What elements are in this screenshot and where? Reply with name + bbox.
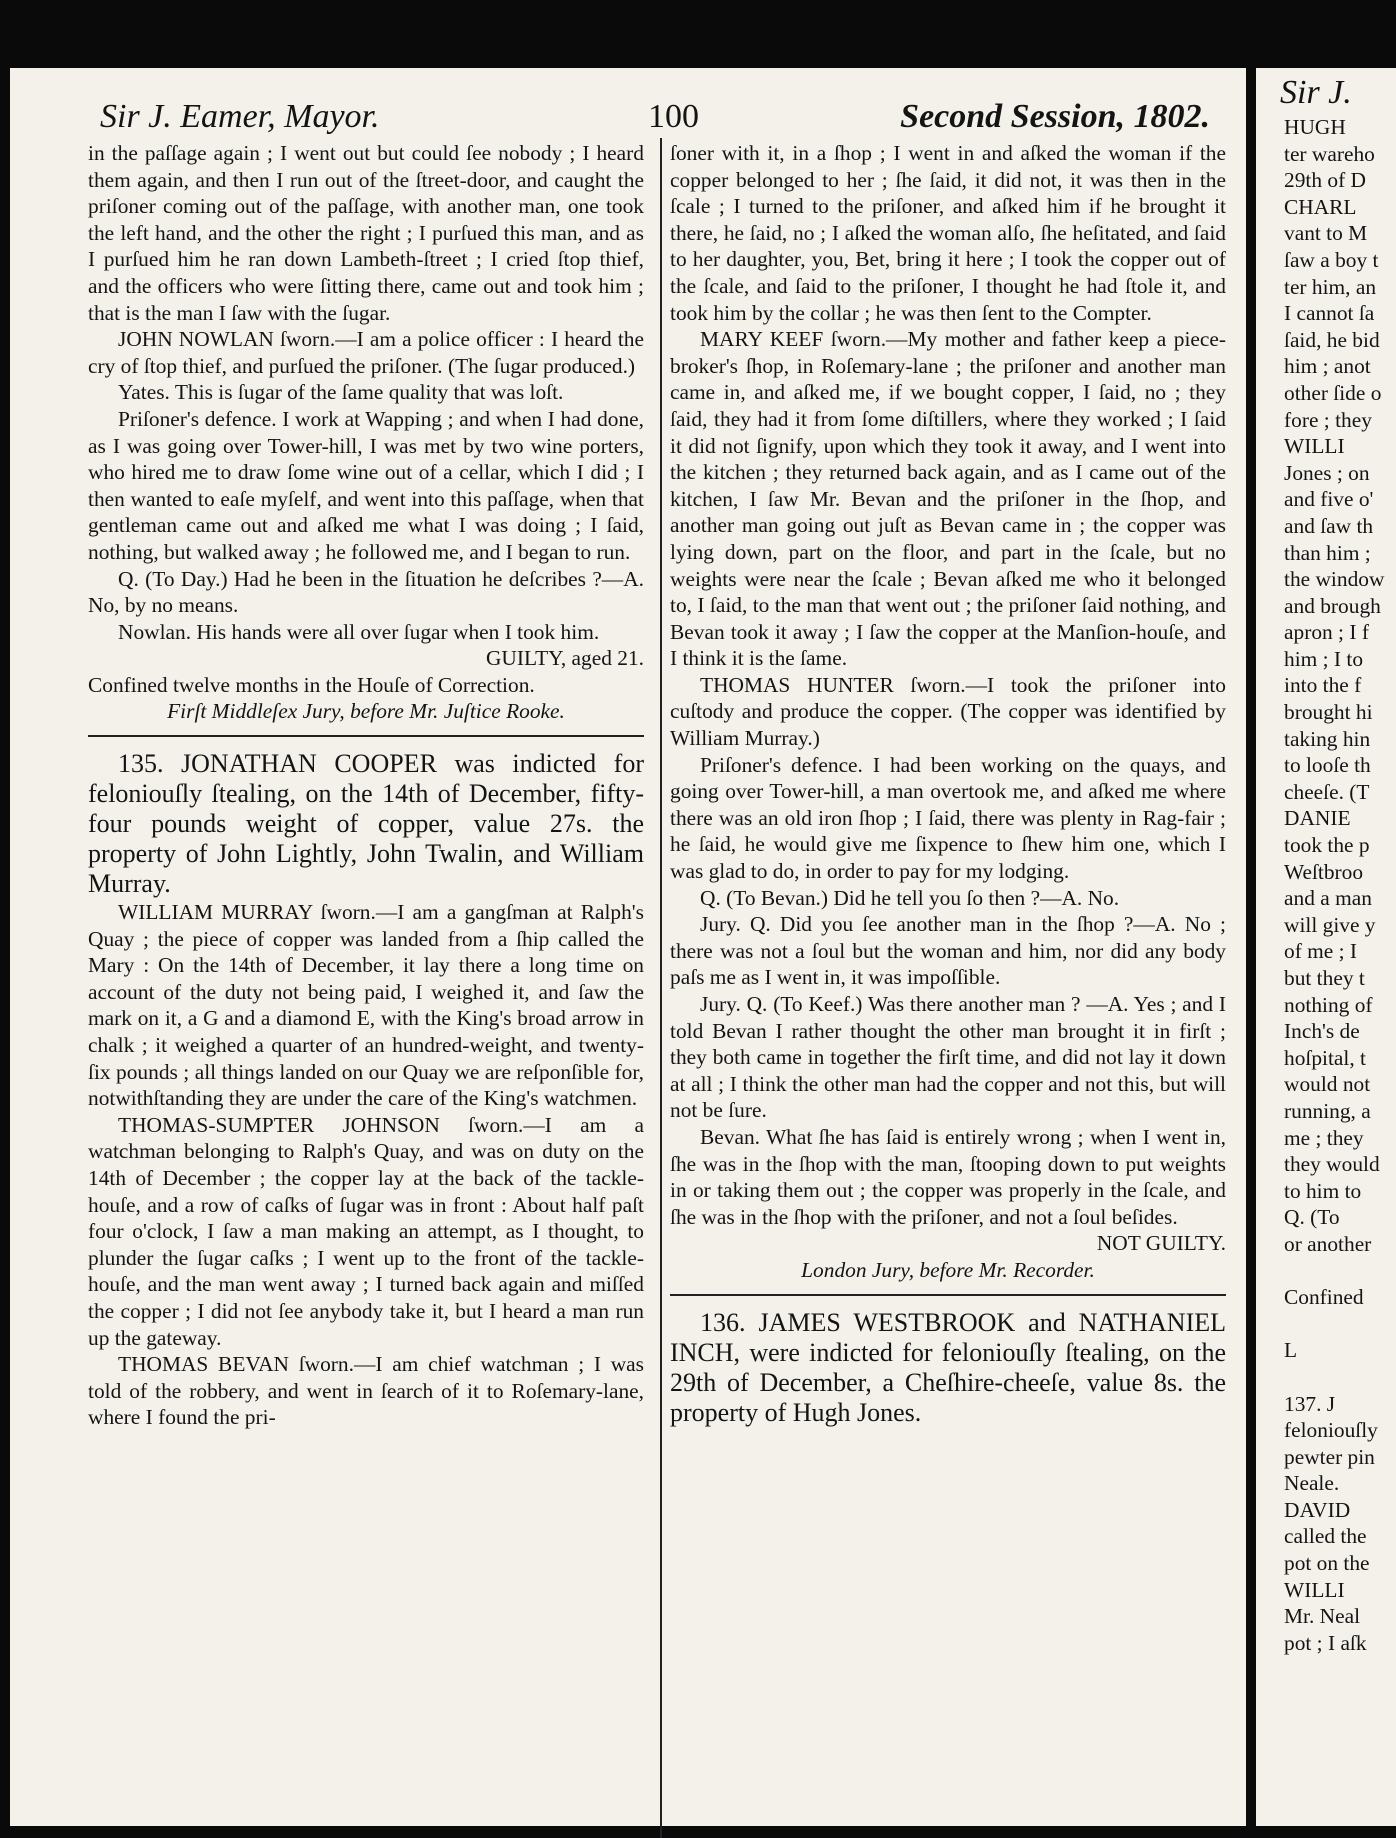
case-separator xyxy=(670,1294,1226,1296)
next-page-edge xyxy=(1256,68,1396,1826)
paragraph: THOMAS BEVAN ſworn.—I am chief watchman ; I was told of the robbery, and went in ſearch of it to Roſemary-lane, where I found the pri- xyxy=(88,1352,644,1430)
verdict: GUILTY, aged 21. xyxy=(485,646,644,671)
next-page-line: pot ; I aſk xyxy=(1284,1630,1367,1655)
next-page-line: DAVID xyxy=(1284,1497,1351,1522)
paragraph: Jury. Q. Did you ſee another man in the ſhop ?—A. No ; there was not a ſoul but the woman and him, nor did any body paſs me as I went in, it was impoſſible. xyxy=(670,912,1226,990)
next-page-line: Weſtbroo xyxy=(1284,859,1364,884)
next-page-line: HUGH xyxy=(1284,115,1346,139)
next-page-line: running, a xyxy=(1284,1098,1371,1123)
paragraph: JOHN NOWLAN ſworn.—I am a police officer : I heard the cry of ſtop thief, and purſued the priſoner. (The ſugar produced.) xyxy=(88,327,644,378)
next-page-line: Neale. xyxy=(1284,1471,1340,1496)
paragraph: Q. (To Day.) Had he been in the ſituation he deſcribes ?—A. No, by no means. xyxy=(88,566,644,618)
next-page-line: him ; anot xyxy=(1284,354,1371,379)
next-page-line xyxy=(1256,1364,1396,1391)
next-page-line: and brough xyxy=(1284,593,1381,618)
left-column xyxy=(88,140,644,1431)
next-page-line: me ; they xyxy=(1284,1125,1364,1150)
next-page-line: Jones ; on xyxy=(1284,460,1370,485)
next-page-header: Sir J. xyxy=(1280,74,1352,111)
next-page-line: taking hin xyxy=(1284,726,1371,751)
next-page-line: cheeſe. (T xyxy=(1284,779,1370,804)
next-page-line: would not xyxy=(1284,1072,1371,1097)
next-page-line: will give y xyxy=(1284,912,1376,937)
sentence: Confined twelve months in the Houſe of Correction. xyxy=(88,672,535,697)
case-separator xyxy=(88,735,644,737)
paragraph: THOMAS HUNTER ſworn.—I took the priſoner into cuſtody and produce the copper. (The copper was identified by William Murray.) xyxy=(670,672,1226,751)
next-page-line: called the xyxy=(1284,1524,1367,1549)
page-header xyxy=(100,94,1210,144)
next-page-line: to looſe th xyxy=(1284,753,1371,778)
paragraph: WILLIAM MURRAY ſworn.—I am a gangſman at Ralph's Quay ; the piece of copper was landed from a ſhip called the Mary : On the 14th of December, it lay there a long time on account of the duty not being paid, I weighed it, and ſaw the mark on it, a G and a diamond E, with the King's broad arrow in chalk ; it weighed a quarter of an hundred-weight, and twenty-ſix pounds ; all things landed on our Quay we are reſponſible for, notwithſtanding they are under the care of the King's watchmen. xyxy=(88,900,644,1111)
next-page-line: nothing of xyxy=(1284,992,1373,1017)
next-page-lines xyxy=(1256,114,1396,1656)
paragraph: Yates. This is ſugar of the ſame quality that was loſt. xyxy=(118,380,564,405)
next-page-line: him ; I to xyxy=(1284,646,1364,671)
next-page-line: 29th of D xyxy=(1284,168,1366,193)
next-page-line: than him ; xyxy=(1284,540,1371,565)
next-page-line: and five o' xyxy=(1284,487,1374,512)
document-page xyxy=(10,68,1246,1826)
next-page-line: Q. (To xyxy=(1284,1205,1340,1230)
next-page-line: other ſide o xyxy=(1284,380,1382,405)
next-page-line: of me ; I xyxy=(1284,939,1358,964)
next-page-line: L xyxy=(1284,1338,1298,1363)
next-page-line: CHARL xyxy=(1284,194,1357,219)
paragraph: Q. (To Bevan.) Did he tell you ſo then ?—A. No. xyxy=(700,885,1120,910)
next-page-line: and a man xyxy=(1284,886,1372,911)
case-heading: 136. JAMES WESTBROOK and NATHANIEL INCH, were indicted for feloniouſly ſtealing, on the 29th of December, a Cheſhire-cheeſe, value 8s. the property of Hugh Jones. xyxy=(670,1307,1226,1427)
next-page-line: pewter pin xyxy=(1284,1444,1375,1469)
header-session: Second Session, 1802. xyxy=(900,98,1210,135)
next-page-line: 137. J xyxy=(1284,1391,1336,1416)
next-page-line: ter wareho xyxy=(1284,141,1375,166)
header-mayor: Sir J. Eamer, Mayor. xyxy=(100,98,380,135)
jury-note: London Jury, before Mr. Recorder. xyxy=(801,1257,1095,1282)
next-page-line: took the p xyxy=(1284,833,1370,858)
next-page-line: WILLI xyxy=(1284,434,1345,459)
next-page-line xyxy=(1256,1258,1396,1285)
next-page-line: ter him, an xyxy=(1284,274,1377,299)
next-page-line: pot on the xyxy=(1284,1551,1370,1576)
paragraph: in the paſſage again ; I went out but could ſee nobody ; I heard them again, and then I run out of the ſtreet-door, and caught the priſoner coming out of the paſſage, with another man, one took the left hand, and the other the right ; I purſued this man, and as I purſued him he ran down Lambeth-ſtreet ; I cried ſtop thief, and the officers who were ſitting there, came out and took him ; that is the man I ſaw with the ſugar. xyxy=(88,141,644,325)
next-page-line: Confined xyxy=(1284,1285,1364,1310)
next-page-line: or another xyxy=(1284,1231,1372,1256)
next-page-line: brought hi xyxy=(1284,700,1373,725)
paragraph: Priſoner's defence. I work at Wapping ; and when I had done, as I was going over Tower-hill, I was met by two wine porters, who hired me to draw ſome wine out of a cellar, which I did ; I then wanted to eaſe myſelf, and went into this paſſage, when that gentleman came out and aſked me what I was doing ; I ſaid, nothing, but walked away ; he followed me, and I began to run. xyxy=(88,406,644,564)
paragraph: MARY KEEF ſworn.—My mother and father keep a piece-broker's ſhop, in Roſemary-lane ; the priſoner and another man came in, and aſked me, if we bought copper, I ſaid, no ; they ſaid, they had it from ſome diſtillers, where they worked ; I ſaid it did not ſignify, upon which they took it away, and I went into the kitchen ; they returned back again, and as I came out of the kitchen, I ſaw Mr. Bevan and the priſoner in the ſhop, and another man going out juſt as Bevan came in ; the copper was lying down, part on the floor, and part in the ſcale, but no weights were near the ſcale ; Bevan aſked me who it belonged to, I ſaid, to the man that went out ; the priſoner ſaid nothing, and Bevan took it away ; I ſaw the copper at the Manſion-houſe, and I think it is the ſame. xyxy=(670,327,1226,671)
next-page-line: and ſaw th xyxy=(1284,513,1374,538)
next-page-line: vant to M xyxy=(1284,221,1368,246)
paragraph: Priſoner's defence. I had been working on the quays, and going over Tower-hill, a man overtook me, and aſked me where there was an old iron ſhop ; I ſaid, there was plenty in Rag-fair ; he ſaid, he would give me ſixpence to ſhew him one, which I was glad to do, in order to pay for my lodging. xyxy=(670,752,1226,884)
paragraph: Nowlan. His hands were all over ſugar when I took him. xyxy=(118,619,600,644)
next-page-line: ſaid, he bid xyxy=(1284,327,1380,352)
next-page-line: the window xyxy=(1284,567,1385,592)
next-page-line: WILLI xyxy=(1284,1577,1345,1602)
next-page-line: to him to xyxy=(1284,1178,1362,1203)
case-heading: 135. JONATHAN COOPER was indicted for feloniouſly ſtealing, on the 14th of December, fifty-four pounds weight of copper, value 27s. the property of John Lightly, John Twalin, and William Murray. xyxy=(88,749,644,899)
verdict: NOT GUILTY. xyxy=(1096,1231,1226,1256)
next-page-line: but they t xyxy=(1284,966,1365,990)
jury-note: Firſt Middleſex Jury, before Mr. Juſtice Rooke. xyxy=(167,699,565,724)
paragraph: THOMAS-SUMPTER JOHNSON ſworn.—I am a watchman belonging to Ralph's Quay, and was on duty on the 14th of December ; the copper lay at the back of the tackle-houſe, and a row of caſks of ſugar was in front : About half paſt four o'clock, I ſaw a man making an attempt, as I thought, to plunder the ſugar caſks ; I went up to the front of the tackle-houſe, and the man went away ; I turned back again and miſſed the copper ; I did not ſee anybody take it, but I heard a man run up the gateway. xyxy=(88,1112,644,1350)
next-page-line: Mr. Neal xyxy=(1284,1604,1361,1629)
next-page-line: apron ; I f xyxy=(1284,620,1369,645)
next-page-line: they would xyxy=(1284,1152,1380,1177)
paragraph: ſoner with it, in a ſhop ; I went in and aſked the woman if the copper belonged to her ; ſhe ſaid, it did not, it was then in the ſcale ; I turned to the priſoner, and aſked him if he brought it there, he ſaid, no ; I aſked the woman alſo, ſhe heſitated, and ſaid to her daughter, you, Bet, bring it here ; I took the copper out of the ſcale, and ſaid to the priſoner, I thought he had ſtole it, and took him by the collar ; he was then ſent to the Compter. xyxy=(670,141,1226,325)
next-page-line: I cannot ſa xyxy=(1284,301,1375,326)
next-page-line: DANIE xyxy=(1284,806,1351,831)
page-number: 100 xyxy=(648,98,699,135)
right-column xyxy=(670,140,1226,1428)
column-divider xyxy=(660,138,662,1838)
next-page-line: hoſpital, t xyxy=(1284,1045,1366,1070)
paragraph: Jury. Q. (To Keef.) Was there another man ? —A. Yes ; and I told Bevan I rather thought the other man brought it in firſt ; they both came in together the firſt time, and did not lay it down at all ; I think the other man had the copper and not this, but will not be ſure. xyxy=(670,992,1226,1123)
next-page-line: feloniouſly xyxy=(1284,1418,1378,1443)
next-page-line: fore ; they xyxy=(1284,407,1372,432)
next-page-line: Inch's de xyxy=(1284,1019,1360,1044)
next-page-line xyxy=(1256,1311,1396,1338)
next-page-line: ſaw a boy t xyxy=(1284,247,1379,272)
paragraph: Bevan. What ſhe has ſaid is entirely wrong ; when I went in, ſhe was in the ſhop with the man, ſtooping down to put weights in or taking them out ; the copper was properly in the ſcale, and ſhe was in the ſhop with the priſoner, and not a ſoul beſides. xyxy=(670,1124,1226,1229)
next-page-line: into the f xyxy=(1284,673,1362,698)
